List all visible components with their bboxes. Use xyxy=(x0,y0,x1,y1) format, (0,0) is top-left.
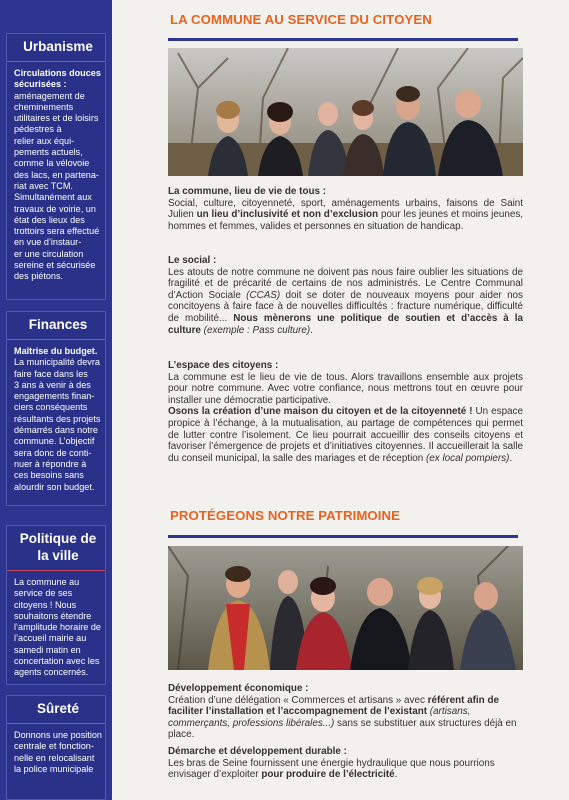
sidebar-text-line: alourdir son budget. xyxy=(14,481,95,492)
sidebar-text-line: citoyens ! Nous xyxy=(14,599,77,610)
s4-paragraph xyxy=(168,683,523,741)
sidebar-text-line: sera donc de conti- xyxy=(14,447,92,458)
sidebar-text-line: La municipalité devra xyxy=(14,357,100,368)
s1-paragraph xyxy=(168,186,523,232)
team-photo-1-image xyxy=(168,48,523,176)
sidebar-text-line: riat avec TCM. xyxy=(14,180,73,191)
finances-title: Finances xyxy=(28,317,88,332)
urbanisme-block xyxy=(6,33,106,300)
s3-label: L’espace des citoyens : xyxy=(168,360,279,371)
s1-bold-1: un lieu d’inclusivité et non d’exclusion xyxy=(196,209,379,221)
sidebar-text-line: Donnons une position xyxy=(14,730,102,740)
sidebar xyxy=(0,0,112,800)
politique-title xyxy=(14,526,102,564)
s4-bold-1: référent afin de faciliter l’installation et l’accompagnement de l’existant xyxy=(168,694,499,718)
politique-title-line2: la ville xyxy=(37,548,79,563)
sidebar-text-line: ciers conséquents xyxy=(14,402,88,413)
sidebar-text-line: l’amplitude horaire de xyxy=(14,622,101,633)
heading-commune: LA COMMUNE AU SERVICE DU CITOYEN xyxy=(170,12,432,27)
sidebar-text-line: la police municipale xyxy=(14,763,94,774)
s2-text-3: . xyxy=(310,324,313,336)
sidebar-text-line: faire face dans les xyxy=(14,368,88,379)
s5-bold-1: pour produire de l’électricité xyxy=(261,769,395,781)
sidebar-text-line: aménagement de xyxy=(14,90,85,101)
s2-text-1: Les atouts de notre commune ne doivent pas nous faire oublier les situations de fragilité et de précarité de certains de nos administrés. Le Centre Communal d’Action Sociale xyxy=(168,266,523,301)
s1-text-1: Social, culture, citoyenneté, sport, aménagements urbains, faisons de Saint Julien xyxy=(168,197,523,221)
s1-label: La commune, lieu de vie de tous : xyxy=(168,186,327,197)
s5-text-1: Les bras de Seine fournissent une énergie hydraulique que nous pourrions envisager d’exploiter xyxy=(168,757,495,781)
sidebar-text-line: 3 ans à venir à des xyxy=(14,379,91,390)
sidebar-text-line: agents concernés. xyxy=(14,667,89,678)
politique-block xyxy=(6,525,106,685)
surete-title: Sûreté xyxy=(36,701,80,716)
sidebar-text-line: concertation avec les xyxy=(14,656,100,667)
s2-label: Le social : xyxy=(168,255,217,266)
team-photo-2 xyxy=(168,546,523,670)
sidebar-text-line: engagements finan- xyxy=(14,391,95,402)
surete-lines xyxy=(14,730,102,775)
heading-underline xyxy=(168,535,518,538)
sidebar-text-line: ces besoins sans xyxy=(14,470,84,481)
heading-patrimoine: PROTÉGEONS NOTRE PATRIMOINE xyxy=(170,508,401,523)
sidebar-text-line: er une circulation xyxy=(14,248,84,259)
sidebar-text-line: travaux de voirie, un xyxy=(14,203,96,214)
s3-text-3: . xyxy=(509,452,513,464)
s4-italic-1: (artisans, commerçants, professions libérales...) xyxy=(168,706,471,729)
sidebar-text-line: état des lieux des xyxy=(14,214,85,225)
s2-paragraph xyxy=(168,255,523,336)
sidebar-text-line: comme la vélovoie xyxy=(14,158,90,169)
sidebar-text-line: commune. L’objectif xyxy=(14,436,95,447)
sidebar-text-line: en vue d’instaur- xyxy=(14,237,82,248)
urbanisme-lead: Circulations douces sécurisées : xyxy=(14,68,101,90)
politique-lines xyxy=(14,577,102,679)
sidebar-text-line: sereine et sécurisée xyxy=(14,260,96,271)
sidebar-text-line: des piétons. xyxy=(14,271,64,282)
urbanisme-text xyxy=(14,68,102,283)
politique-title-line1: Politique de xyxy=(19,531,97,546)
sidebar-text-line: La commune au xyxy=(14,577,80,587)
sidebar-text-line: cheminements xyxy=(14,101,74,112)
s2-text-2: doit se doter de nouveaux moyens pour aider nos concitoyens à faire face à de nouvelles difficultés : fracture numérique, difficulté de mobilité... xyxy=(168,289,523,324)
heading-underline xyxy=(168,38,518,41)
divider xyxy=(7,723,105,724)
sidebar-text-line: trottoirs sera effectué xyxy=(14,226,100,237)
s5-paragraph xyxy=(168,746,523,781)
s3-bold-1: Osons la création d’une maison du citoyen et de la citoyenneté ! xyxy=(168,406,473,418)
urbanisme-lines xyxy=(14,91,102,283)
s4-text-2: sans se substituer aux structures déjà en place. xyxy=(168,717,517,741)
finances-text xyxy=(14,346,102,493)
sidebar-text-line: Simultanément aux xyxy=(14,192,92,203)
sidebar-text-line: utilitaires et de loisirs xyxy=(14,113,99,124)
s3-italic-1: (ex local pompiers) xyxy=(426,452,510,464)
s2-italic-1: (CCAS) xyxy=(246,289,281,301)
s3-text-1: La commune est le lieu de vie de tous. Alors travaillons ensemble aux projets pour notre commune. Avec votre confiance, nous mettrons tout en œuvre pour installer une démocratie participative. xyxy=(168,371,523,406)
sidebar-text-line: centrale et fonction- xyxy=(14,741,94,752)
sidebar-text-line: l’accueil mairie au xyxy=(14,633,87,644)
sidebar-text-line: samedi matin en xyxy=(14,644,81,655)
s2-bold-1: Nous mènerons une politique de soutien et d’accès à la culture xyxy=(168,312,524,336)
sidebar-text-line: résultants des projets xyxy=(14,413,101,424)
s3-paragraph xyxy=(168,360,523,464)
s3-text-2: Un espace propice à l’échange, à la mutualisation, au partage de compétences qui permet de lutter contre l’isolement. Ce lieu pourrait accueillir des conseils citoyens et favoriser l’émergence de projets et d’initiatives citoyennes. Il accueillerait la salle du conseil municipal, la salle des mariages et de réception xyxy=(168,406,523,464)
surete-block xyxy=(6,695,106,800)
s1-text-2: pour les jeunes et moins jeunes, hommes et femmes, valides et personnes en situation de handicap. xyxy=(168,209,523,232)
sidebar-text-line: des lacs, en partena- xyxy=(14,169,99,180)
sidebar-text-line: pédestres à xyxy=(14,124,62,135)
finances-lead: Maîtrise du budget. xyxy=(14,346,98,356)
sidebar-text-line: souhaitons étendre xyxy=(14,610,92,621)
main-content xyxy=(112,0,569,800)
sidebar-text-line: nuer à répondre à xyxy=(14,458,87,469)
finances-block xyxy=(6,311,106,506)
s5-text-2: . xyxy=(394,769,398,781)
finances-lines xyxy=(14,357,102,493)
sidebar-text-line: relier aux équi- xyxy=(14,135,75,146)
sidebar-text-line: service de ses xyxy=(14,588,73,599)
s5-label: Démarche et développement durable : xyxy=(168,746,347,757)
team-photo-2-image xyxy=(168,546,523,670)
divider xyxy=(7,339,105,340)
sidebar-text-line: nelle en relocalisant xyxy=(14,752,95,763)
urbanisme-title: Urbanisme xyxy=(23,39,93,54)
team-photo-1 xyxy=(168,48,523,176)
divider xyxy=(7,570,105,571)
s4-label: Développement économique : xyxy=(168,683,309,694)
divider xyxy=(7,61,105,62)
sidebar-text-line: pements actuels, xyxy=(14,147,83,158)
s4-text-1: Création d’une délégation « Commerces et artisans » avec xyxy=(168,694,428,706)
s2-italic-2: (exemple : Pass culture) xyxy=(200,324,311,336)
sidebar-text-line: démarrés dans notre xyxy=(14,425,98,436)
